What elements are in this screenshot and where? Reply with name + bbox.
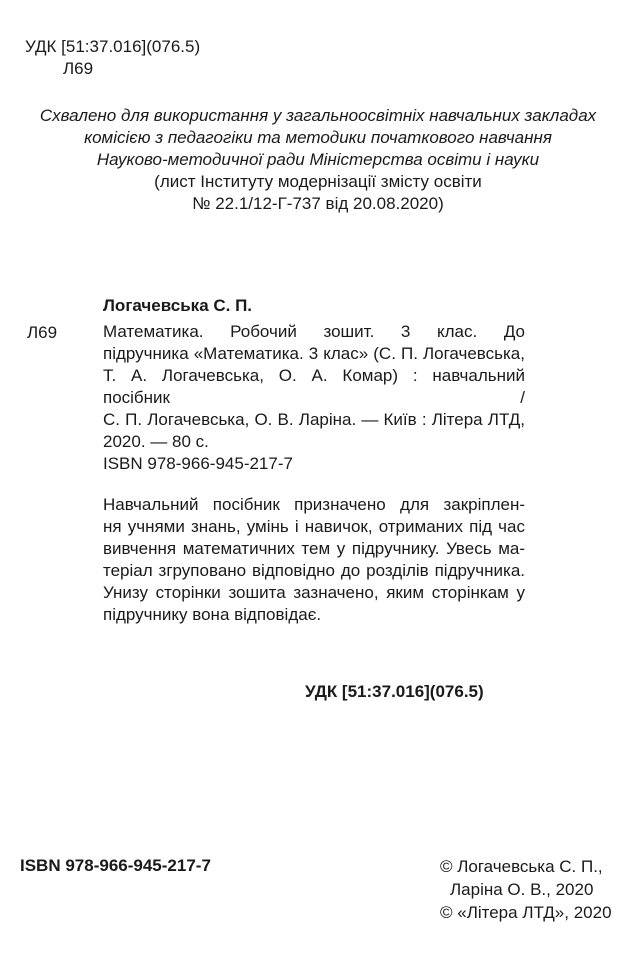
approval-line: (лист Інституту модернізації змісту освіти (154, 172, 482, 191)
isbn: ISBN 978-966-945-217-7 (103, 454, 293, 473)
approval-line: Схвалено для використання у загальноосвітніх навчальних закладах (39, 106, 597, 125)
copyright-line: © «Літера ЛТД», 2020 (440, 903, 612, 922)
citation-line: Математика. Робочий зошит. 3 клас. До (103, 322, 525, 341)
annotation-line: Унизу сторінки зошита зазначено, яким сторінкам у (103, 583, 525, 602)
approval-block (18, 105, 618, 215)
approval-line: Науково-методичної ради Міністерства освіти і науки (96, 150, 540, 169)
copyright-line: Ларіна О. В., 2020 (450, 880, 594, 899)
citation-line: Т. А. Логачевська, О. А. Комар) : навчальний посібник / (103, 366, 525, 407)
annotation-line: теріал згруповано відповідно до розділів підручника. (103, 561, 525, 580)
udk-code: УДК [51:37.016](076.5) (305, 682, 484, 701)
author-name: Логачевська С. П. (103, 296, 253, 315)
approval-line: № 22.1/12-Г-737 від 20.08.2020) (192, 194, 444, 213)
annotation-line: вивчення математичних тем у підручнику. Увесь ма- (103, 539, 525, 558)
annotation-line: ня учнями знань, умінь і навичок, отриманих під час (103, 517, 525, 536)
author-sign: Л69 (27, 323, 58, 342)
isbn: ISBN 978-966-945-217-7 (20, 856, 211, 875)
udk-code: УДК [51:37.016](076.5) (25, 37, 201, 56)
annotation-line: підручнику вона відповідає. (103, 605, 322, 624)
copyright-block (440, 855, 612, 924)
udk-header (25, 36, 200, 80)
citation-line: підручника «Математика. 3 клас» (С. П. Логачевська, (103, 344, 525, 363)
citation-line: С. П. Логачевська, О. В. Ларіна. — Київ : Літера ЛТД, (103, 410, 525, 429)
citation-line: 2020. — 80 с. (103, 432, 209, 451)
annotation (103, 494, 525, 626)
approval-line: комісією з педагогіки та методики початкового навчання (84, 128, 552, 147)
bibliographic-description (103, 321, 525, 475)
annotation-line: Навчальний посібник призначено для закріплен- (103, 495, 525, 514)
copyright-line: © Логачевська С. П., (440, 857, 603, 876)
author-sign: Л69 (63, 59, 94, 78)
